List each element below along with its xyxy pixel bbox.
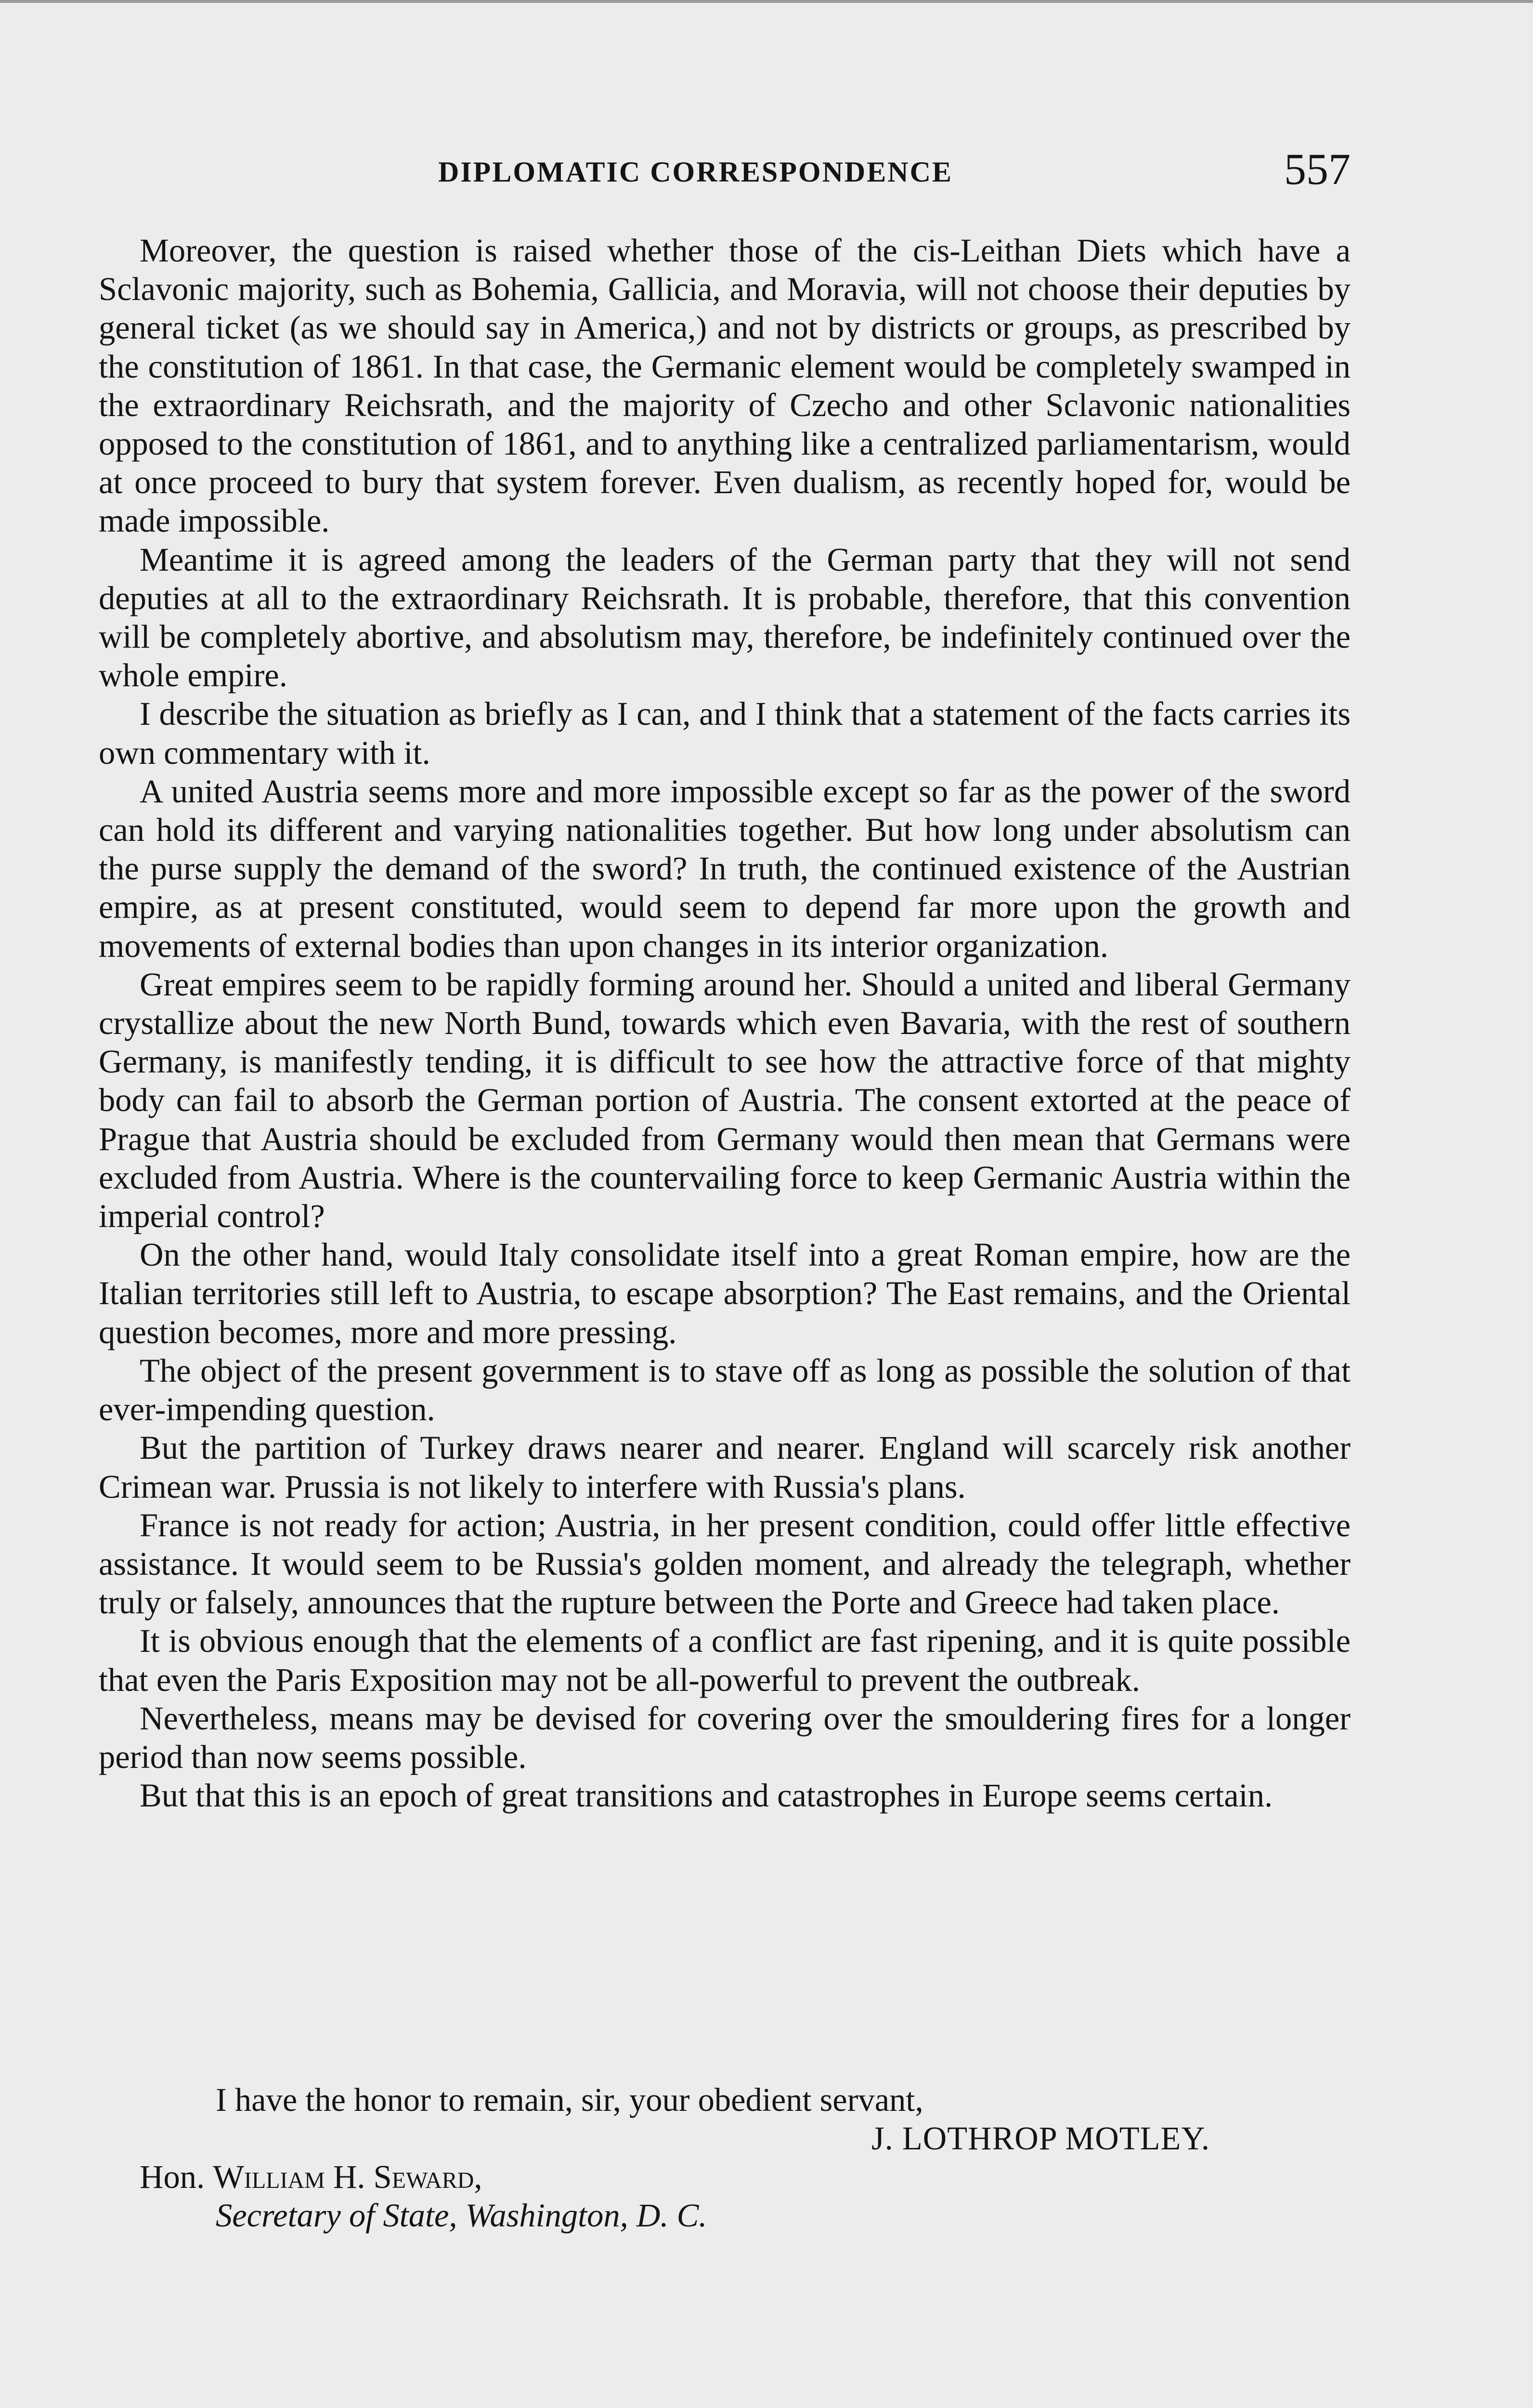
addressee-name: William H. Seward, [213,2159,482,2195]
page-number: 557 [1284,144,1351,194]
paragraph: Nevertheless, means may be devised for covering over the smouldering fires for a longer period than now seems possible. [99,1700,1351,1775]
paragraph: A united Austria seems more and more impossible except so far as the power of the sword can hold its different and varying nationalities together. But how long under absolutism can the purse supply the demand of the sword? In truth, the continued existence of the Austrian empire, as at present constituted, would seem to depend far more upon the growth and movements of external bodies than upon changes in its interior organization. [99,772,1351,964]
paragraph: Moreover, the question is raised whether those of the cis-Leithan Diets which have a Sclavonic majority, such as Bohemia, Gallicia, and Moravia, will not choose their deputies by general ticket (as we should say in America,) and not by districts or groups, as prescribed by the constitution of 1861. In that case, the Germanic element would be completely swamped in the extraordinary Reichsrath, and the majority of Czecho and other Sclavonic nationalities opposed to the constitution of 1861, and to anything like a centralized parliamentarism, would at once proceed to bury that system forever. Even dualism, as recently hoped for, would be made impossible. [99,232,1351,539]
paragraph: Meantime it is agreed among the leaders of the German party that they will not send deputies at all to the extraordinary Reichsrath. It is probable, therefore, that this convention will be completely abortive, and absolutism may, therefore, be indefinitely continued over the whole empire. [99,541,1351,694]
running-head [99,144,1351,200]
paragraph: Great empires seem to be rapidly forming around her. Should a united and liberal Germany crystallize about the new North Bund, towards which even Bavaria, with the rest of southern Germany, is manifestly tending, it is difficult to see how the attractive force of that mighty body can fail to absorb the German portion of Austria. The consent extorted at the peace of Prague that Austria should be excluded from Germany would then mean that Germans were excluded from Austria. Where is the countervailing force to keep Germanic Austria within the imperial control? [99,966,1351,1235]
letter-closing [99,2081,1351,2235]
addressee-title: Secretary of State, Washington, D. C. [216,2197,707,2234]
page-top-edge [0,0,1533,3]
running-title: DIPLOMATIC CORRESPONDENCE [438,156,953,188]
complimentary-close: I have the honor to remain, sir, your obedient servant, [216,2081,923,2118]
paragraph: The object of the present government is to stave off as long as possible the solution of that ever-impending question. [99,1352,1351,1428]
paragraph: But the partition of Turkey draws nearer and nearer. England will scarcely risk another Crimean war. Prussia is not likely to interfere with Russia's plans. [99,1429,1351,1505]
paragraph: On the other hand, would Italy consolidate itself into a great Roman empire, how are the Italian territories still left to Austria, to escape absorption? The East remains, and the Oriental question becomes, more and more pressing. [99,1236,1351,1350]
paragraph: It is obvious enough that the elements of a conflict are fast ripening, and it is quite possible that even the Paris Exposition may not be all-powerful to prevent the outbreak. [99,1623,1351,1698]
addressee [140,2158,482,2196]
signature: J. LOTHROP MOTLEY. [871,2120,1210,2157]
paragraph: But that this is an epoch of great transitions and catastrophes in Europe seems certain. [140,1777,1273,1814]
letter-body [99,231,1351,1815]
paragraph: I describe the situation as briefly as I can, and I think that a statement of the facts carries its own commentary with it. [99,695,1351,771]
paragraph: France is not ready for action; Austria, in her present condition, could offer little effective assistance. It would seem to be Russia's golden moment, and already the telegraph, whether truly or falsely, announces that the rupture between the Porte and Greece had taken place. [99,1506,1351,1621]
addressee-prefix: Hon. [140,2159,213,2195]
